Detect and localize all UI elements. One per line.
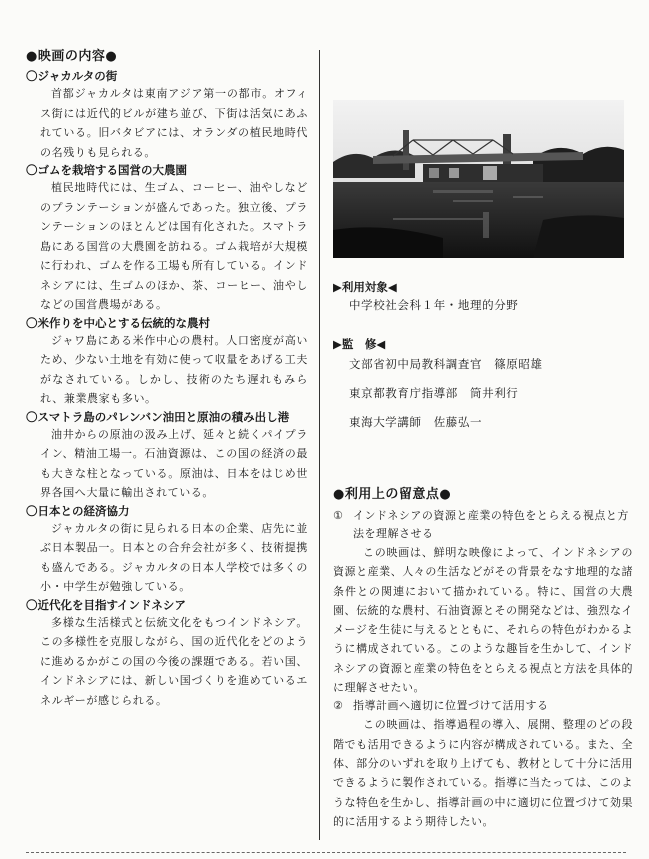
topic-paragraph: 多様な生活様式と伝統文化をもつインドネシア。この多様性を克服しながら、国の近代化をどのように進めるかがこの国の今後の課題である。若い国、インドネシアには、新しい国づくりを進めているエネルギーが感じられる。 <box>40 615 308 707</box>
supervision-heading: ▶監 修◀ <box>333 337 386 351</box>
topic <box>26 68 308 162</box>
topic-heading: 〇米作りを中心とする伝統的な農村 <box>26 315 210 330</box>
topic <box>26 315 308 409</box>
topic-paragraph: 油井からの原油の汲み上げ、延々と続くパイプライン、精油工場一。石油資源は、この国の経済の最も大きな柱となっている。原油は、日本をはじめ世界各国へ大量に輸出されている。 <box>40 427 308 499</box>
note-body: この映画は、鮮明な映像によって、インドネシアの資源と産業、人々の生活などがその背景をなす地理的な諸条件との関連において描かれている。特に、国営の大農園、伝統的な農村、石油資源とその開発などは、強烈なイメージを生徒に与えるとともに、それらの特色がわかるように構成されている。このような趣旨を生かして、インドネシアの資源と産業の特色をとらえる視点と方法を具体的に理解させたい。 <box>333 546 633 695</box>
bottom-dashed-rule <box>26 852 626 853</box>
supervisor-name: 文部省初中局教科調査官 篠原昭雄 <box>349 357 543 371</box>
topic-heading: 〇スマトラ島のパレンバン油田と原油の積み出し港 <box>26 409 290 424</box>
topic <box>26 503 308 597</box>
topic-paragraph: ジャカルタの街に見られる日本の企業、店先に並ぶ日本製品一。日本との合弁会社が多く、技術提携も盛んである。ジャカルタの日本人学校では多くの小・中学生が勉強している。 <box>40 521 308 593</box>
note-heading <box>333 507 633 543</box>
usage-notes <box>333 486 633 831</box>
topic <box>26 597 308 711</box>
topic-heading: 〇日本との経済協力 <box>26 503 130 518</box>
film-still-photo <box>333 100 624 258</box>
note-number: ① <box>333 509 343 522</box>
column-divider <box>319 50 320 840</box>
topic-heading: 〇ゴムを栽培する国営の大農園 <box>26 163 187 177</box>
note-heading-text: 指導計画へ適切に位置づけて活用する <box>353 699 549 713</box>
notes-section-title: ●利用上の留意点● <box>333 487 452 502</box>
content-section-title: ●映画の内容● <box>26 49 118 64</box>
topic-paragraph: 首都ジャカルタは東南アジア第一の都市。オフィス街には近代的ビルが建ち並び、下街は活気にあふれている。旧バタビアには、オランダの植民地時代の名残りも見られる。 <box>40 87 308 159</box>
topic <box>26 162 308 315</box>
target-audience-heading: ▶利用対象◀ <box>333 280 397 294</box>
note-heading <box>333 697 633 715</box>
supervisor-name: 東海大学講師 佐藤弘一 <box>349 415 483 429</box>
target-audience-value: 中学校社会科１年・地理的分野 <box>349 298 519 312</box>
info-column <box>333 100 629 431</box>
topic-heading: 〇ジャカルタの街 <box>26 69 118 83</box>
content-column <box>26 48 308 710</box>
note-number: ② <box>333 699 343 713</box>
note-body: この映画は、指導過程の導入、展開、整理のどの段階でも活用できるように内容が構成されている。また、全体、部分のいずれを取り上げても、教材として十分に活用できるように製作されている。指導に当たっては、このような特色を生かし、指導計画の中に適切に位置づけて効果的に活用するよう期待したい。 <box>333 718 633 828</box>
topic-paragraph: ジャワ島にある米作中心の農村。人口密度が高いため、少ない土地を有効に使って収量をあげる工夫がなされている。しかし、技術のたち遅れもみられ、兼業農家も多い。 <box>40 333 308 405</box>
topic-heading: 〇近代化を目指すインドネシア <box>26 597 186 612</box>
note-heading-text: インドネシアの資源と産業の特色をとらえる視点と方法を理解させる <box>353 509 629 540</box>
topic-paragraph: 植民地時代には、生ゴム、コーヒー、油やしなどのプランテーションが盛んであった。独立後、プランテーションのほとんどは国有化された。スマトラ島にある国営の大農園を訪ねる。ゴム栽培が大規模に行われ、ゴムを作る工場も所有している。インドネシアには、生ゴムのほか、茶、コーヒー、油やしなどの国営農場がある。 <box>40 181 308 311</box>
supervisor-name: 東京都教育庁指導部 筒井利行 <box>349 386 519 400</box>
topic <box>26 409 308 503</box>
